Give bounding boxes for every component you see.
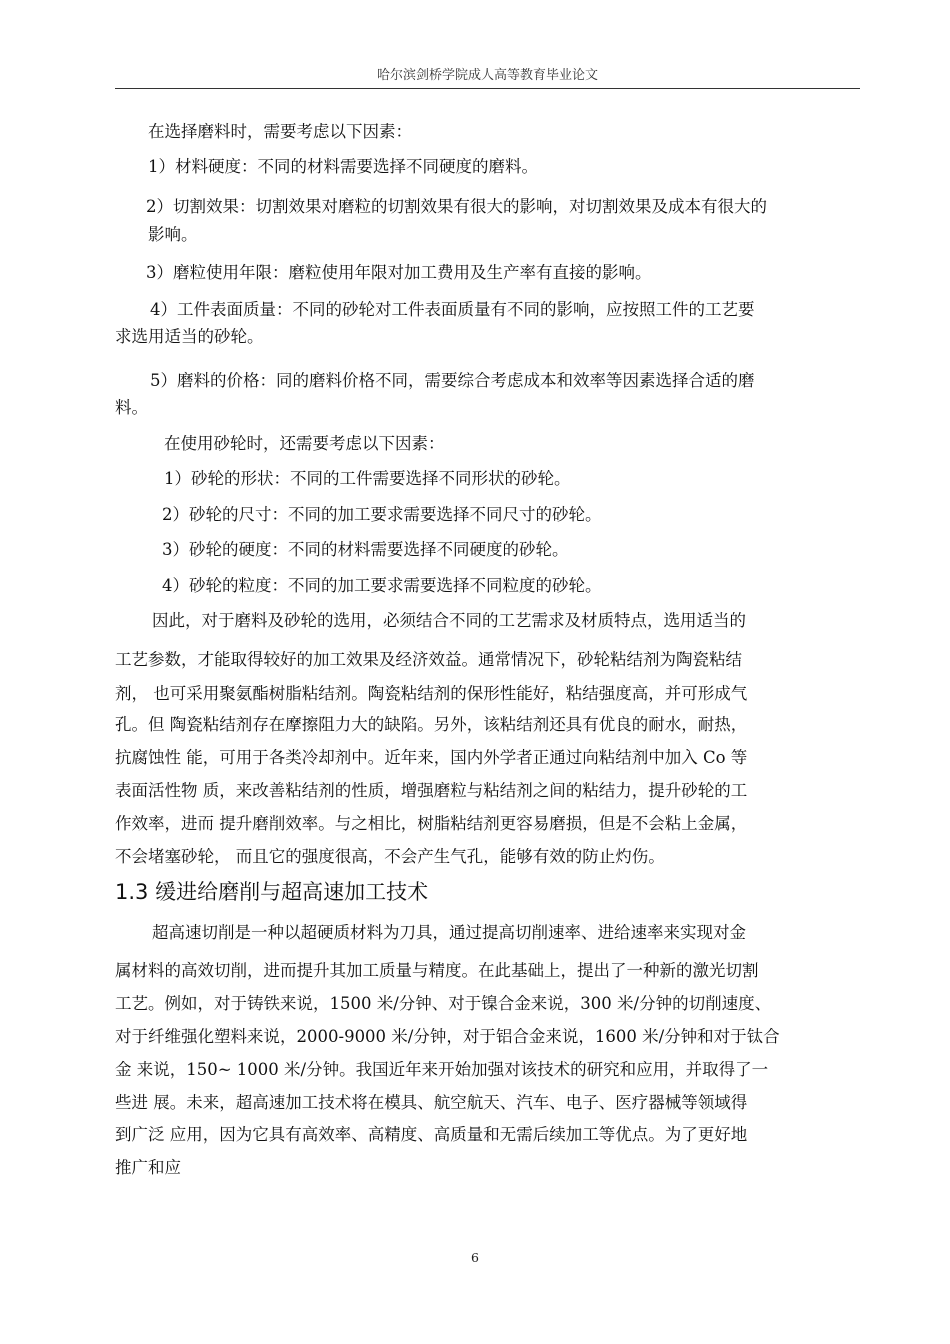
body-line: 工艺参数，才能取得较好的加工效果及经济效益。通常情况下，砂轮粘结剂为陶瓷粘结	[115, 650, 742, 669]
body-line: 到广泛 应用，因为它具有高效率、高精度、高质量和无需后续加工等优点。为了更好地	[115, 1125, 748, 1144]
section-heading: 1.3 缓进给磨削与超高速加工技术	[115, 880, 429, 904]
body-line: 不会堵塞砂轮， 而且它的强度很高，不会产生气孔，能够有效的防止灼伤。	[115, 847, 665, 866]
body-line: 1）材料硬度：不同的材料需要选择不同硬度的磨料。	[148, 157, 538, 176]
body-line: 工艺。例如，对于铸铁来说，1500 米/分钟、对于镍合金来说，300 米/分钟的切削速度、	[115, 994, 772, 1013]
body-line: 4）砂轮的粒度：不同的加工要求需要选择不同粒度的砂轮。	[162, 576, 602, 595]
body-line: 5）磨料的价格：同的磨料价格不同，需要综合考虑成本和效率等因素选择合适的磨	[150, 371, 755, 390]
body-line: 料。	[115, 398, 148, 417]
body-line: 超高速切削是一种以超硬质材料为刀具，通过提高切削速率、进给速率来实现对金	[152, 923, 746, 942]
body-line: 3）砂轮的硬度：不同的材料需要选择不同硬度的砂轮。	[162, 540, 569, 559]
header-rule	[115, 88, 860, 89]
body-line: 属材料的高效切削，进而提升其加工质量与精度。在此基础上，提出了一种新的激光切割	[115, 961, 759, 980]
body-line: 在使用砂轮时，还需要考虑以下因素：	[164, 434, 445, 453]
body-line: 4）工件表面质量：不同的砂轮对工件表面质量有不同的影响，应按照工件的工艺要	[150, 300, 755, 319]
body-line: 孔。但 陶瓷粘结剂存在摩擦阻力大的缺陷。另外，该粘结剂还具有优良的耐水，耐热，	[115, 715, 748, 734]
body-line: 因此，对于磨料及砂轮的选用，必须结合不同的工艺需求及材质特点，选用适当的	[152, 611, 746, 630]
body-line: 影响。	[148, 225, 198, 244]
body-line: 2）切割效果：切割效果对磨粒的切割效果有很大的影响，对切割效果及成本有很大的	[146, 197, 767, 216]
running-header: 哈尔滨剑桥学院成人高等教育毕业论文	[376, 68, 598, 83]
body-line: 3）磨粒使用年限：磨粒使用年限对加工费用及生产率有直接的影响。	[146, 263, 652, 282]
body-line: 作效率，进而 提升磨削效率。与之相比，树脂粘结剂更容易磨损，但是不会粘上金属，	[115, 814, 748, 833]
body-line: 剂， 也可采用聚氨酯树脂粘结剂。陶瓷粘结剂的保形性能好，粘结强度高，并可形成气	[115, 684, 748, 703]
body-line: 在选择磨料时，需要考虑以下因素：	[148, 122, 412, 141]
body-line: 2）砂轮的尺寸：不同的加工要求需要选择不同尺寸的砂轮。	[162, 505, 602, 524]
body-line: 抗腐蚀性 能，可用于各类冷却剂中。近年来，国内外学者正通过向粘结剂中加入 Co 等	[115, 748, 748, 767]
body-line: 对于纤维强化塑料来说，2000-9000 米/分钟，对于铝合金来说，1600 米/分钟和对于钛合	[115, 1027, 780, 1046]
body-line: 表面活性物 质，来改善粘结剂的性质，增强磨粒与粘结剂之间的粘结力，提升砂轮的工	[115, 781, 748, 800]
body-line: 金 来说，150~ 1000 米/分钟。我国近年来开始加强对该技术的研究和应用，并取得了一	[115, 1060, 769, 1079]
body-line: 求选用适当的砂轮。	[115, 327, 264, 346]
body-line: 推广和应	[115, 1158, 181, 1177]
page-number: 6	[471, 1250, 479, 1265]
body-line: 些进 展。未来，超高速加工技术将在模具、航空航天、汽车、电子、医疗器械等领域得	[115, 1093, 748, 1112]
body-line: 1）砂轮的形状：不同的工件需要选择不同形状的砂轮。	[164, 469, 571, 488]
